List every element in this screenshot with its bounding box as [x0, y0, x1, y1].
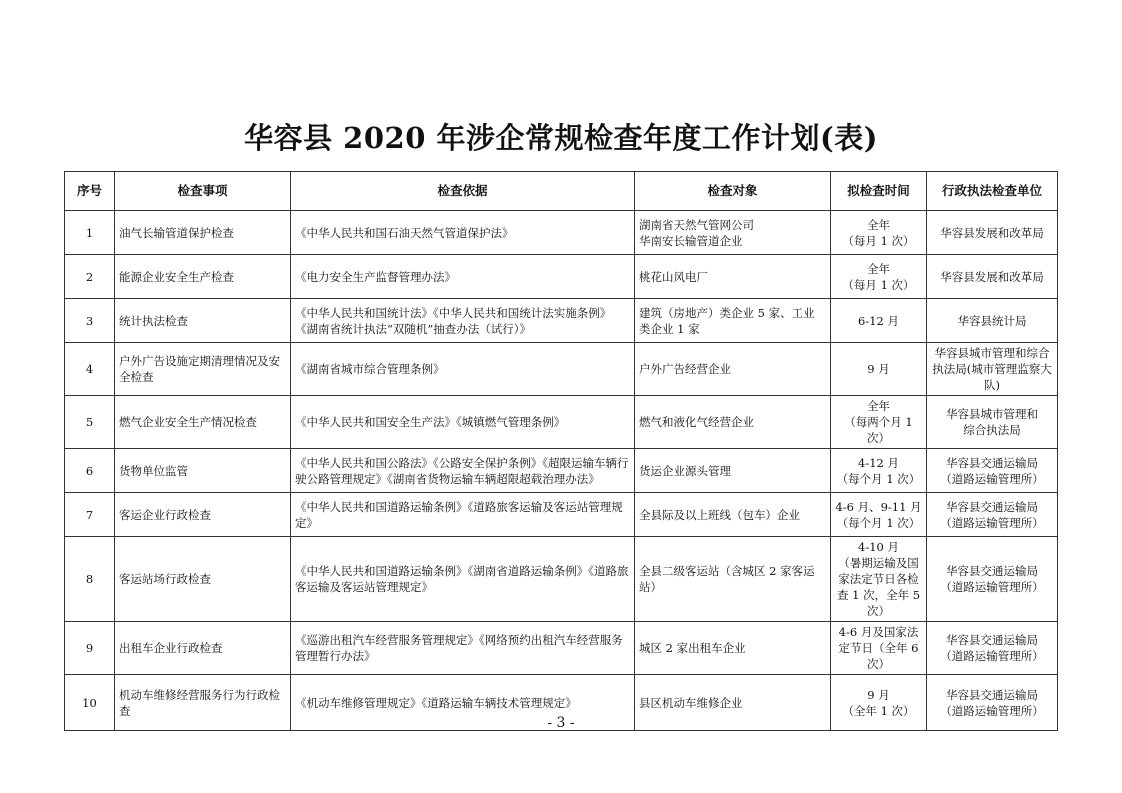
- cell-basis: [291, 299, 635, 343]
- cell-target: [635, 493, 831, 537]
- cell-basis-line: 《中华人民共和国道路运输条例》《道路旅客运输及客运站管理规定》: [295, 499, 623, 530]
- cell-basis-line: 《中华人民共和国安全生产法》《城镇燃气管理条例》: [295, 415, 566, 429]
- cell-basis-line: 《中华人民共和国道路运输条例》《湖南省道路运输条例》《道路旅客运输及客运站管理规定》: [295, 564, 629, 594]
- cell-unit: [927, 211, 1058, 255]
- cell-unit: [927, 255, 1058, 299]
- cell-target-line: 桃花山风电厂: [639, 269, 708, 284]
- cell-target-line: 燃气和液化气经营企业: [639, 415, 754, 429]
- cell-target: [635, 537, 831, 622]
- table-row: [65, 493, 1058, 537]
- cell-time: [831, 449, 927, 493]
- cell-time-line: 全年: [867, 261, 890, 276]
- cell-seq: 3: [65, 299, 115, 343]
- cell-basis-line: 《电力安全生产监督管理办法》: [295, 269, 456, 284]
- document-title: 华容县 2020 年涉企常规检查年度工作计划(表): [244, 121, 878, 155]
- cell-unit: [927, 537, 1058, 622]
- cell-basis: [291, 343, 635, 396]
- cell-item: 燃气企业安全生产情况检查: [115, 396, 291, 449]
- cell-basis: [291, 622, 635, 675]
- table-row: [65, 622, 1058, 675]
- cell-target-line: 湖南省天然气管网公司: [639, 217, 754, 232]
- inspection-plan-table: [64, 171, 1058, 731]
- cell-time-line: 4-6 月、9-11 月: [835, 499, 922, 514]
- cell-basis: [291, 396, 635, 449]
- cell-target-line: 货运企业源头管理: [639, 463, 731, 478]
- cell-unit-line: 华容县城市管理和综合执法局(城市管理监察大队): [932, 346, 1052, 392]
- cell-basis-line: 《湖南省统计执法“双随机”抽查办法（试行）》: [295, 321, 532, 336]
- cell-time: [831, 299, 927, 343]
- cell-time-line: 4-6 月及国家法定节日（全年 6 次）: [838, 625, 919, 671]
- cell-unit-line: 华容县交通运输局: [946, 564, 1038, 578]
- cell-seq: 6: [65, 449, 115, 493]
- cell-unit-line: （道路运输管理所）: [940, 703, 1044, 718]
- cell-item: 出租车企业行政检查: [115, 622, 291, 675]
- cell-seq: 2: [65, 255, 115, 299]
- table-header-row: [65, 172, 1058, 211]
- cell-target: [635, 255, 831, 299]
- header-target: 检查对象: [635, 172, 831, 211]
- table-body: [65, 211, 1058, 731]
- cell-basis-line: 《中华人民共和国公路法》《公路安全保护条例》《超限运输车辆行驶公路管理规定》《湖南省货物运输车辆超限超载治理办法》: [295, 455, 629, 486]
- cell-target: [635, 449, 831, 493]
- cell-time-line: （每两个月 1 次）: [844, 415, 913, 445]
- cell-unit: [927, 299, 1058, 343]
- cell-basis: [291, 211, 635, 255]
- cell-time-line: （全年 1 次）: [842, 703, 915, 718]
- cell-time-line: 全年: [867, 399, 890, 413]
- cell-basis-line: 《湖南省城市综合管理条例》: [295, 362, 445, 376]
- table-row: [65, 255, 1058, 299]
- cell-unit-line: 华容县统计局: [957, 313, 1027, 328]
- cell-unit-line: （道路运输管理所）: [940, 649, 1044, 663]
- cell-unit-line: （道路运输管理所）: [940, 515, 1044, 530]
- cell-basis: [291, 537, 635, 622]
- cell-target: [635, 396, 831, 449]
- table-row: [65, 449, 1058, 493]
- cell-time: [831, 622, 927, 675]
- cell-target-line: 全县际及以上班线（包车）企业: [639, 507, 800, 522]
- header-basis: 检查依据: [291, 172, 635, 211]
- cell-target: [635, 211, 831, 255]
- cell-seq: 4: [65, 343, 115, 396]
- cell-time-line: （暑期运输及国家法定节日各检查 1 次，全年 5 次）: [836, 556, 921, 618]
- table-row: [65, 299, 1058, 343]
- cell-time-line: 9 月: [867, 687, 890, 702]
- cell-unit: [927, 449, 1058, 493]
- table-row: [65, 396, 1058, 449]
- cell-unit-line: 华容县交通运输局: [946, 455, 1038, 470]
- cell-time: [831, 493, 927, 537]
- cell-time-line: 9 月: [867, 362, 890, 376]
- cell-item: 客运站场行政检查: [115, 537, 291, 622]
- cell-target-line: 华南安长输管道企业: [639, 233, 743, 248]
- cell-unit-line: 华容县发展和改革局: [940, 225, 1044, 240]
- cell-item: 客运企业行政检查: [115, 493, 291, 537]
- cell-item: 机动车维修经营服务行为行政检查: [115, 675, 291, 731]
- cell-time: [831, 537, 927, 622]
- cell-item: 户外广告设施定期清理情况及安全检查: [115, 343, 291, 396]
- cell-item: 能源企业安全生产检查: [115, 255, 291, 299]
- header-item: 检查事项: [115, 172, 291, 211]
- cell-target-line: 县区机动车维修企业: [639, 695, 743, 710]
- cell-time: [831, 343, 927, 396]
- cell-unit-line: 综合执法局: [963, 423, 1021, 437]
- cell-target-line: 全县二级客运站（含城区 2 家客运站）: [639, 564, 815, 594]
- cell-seq: 8: [65, 537, 115, 622]
- cell-seq: 1: [65, 211, 115, 255]
- cell-target: [635, 299, 831, 343]
- cell-basis-line: 《巡游出租汽车经营服务管理规定》《网络预约出租汽车经营服务管理暂行办法》: [295, 633, 623, 663]
- cell-basis-line: 《中华人民共和国石油天然气管道保护法》: [295, 225, 514, 240]
- cell-time-line: （每月 1 次）: [842, 277, 915, 292]
- cell-target: [635, 622, 831, 675]
- cell-unit-line: 华容县交通运输局: [946, 499, 1038, 514]
- cell-basis: [291, 255, 635, 299]
- cell-unit: [927, 343, 1058, 396]
- cell-basis: [291, 449, 635, 493]
- cell-time-line: （每个月 1 次）: [836, 515, 921, 530]
- cell-unit: [927, 622, 1058, 675]
- cell-target-line: 城区 2 家出租车企业: [639, 641, 746, 655]
- cell-unit-line: （道路运输管理所）: [940, 580, 1044, 594]
- cell-basis-line: 《中华人民共和国统计法》《中华人民共和国统计法实施条例》: [295, 305, 612, 320]
- table-row: [65, 537, 1058, 622]
- cell-time-line: （每月 1 次）: [842, 233, 915, 248]
- cell-seq: 9: [65, 622, 115, 675]
- cell-time-line: 4-12 月: [858, 455, 899, 470]
- cell-time-line: 4-10 月: [858, 540, 899, 554]
- cell-target-line: 户外广告经营企业: [639, 362, 731, 376]
- cell-time-line: 全年: [867, 217, 890, 232]
- cell-seq: 7: [65, 493, 115, 537]
- table-row: [65, 343, 1058, 396]
- cell-target: [635, 343, 831, 396]
- cell-time: [831, 255, 927, 299]
- cell-unit: [927, 493, 1058, 537]
- cell-time-line: （每个月 1 次）: [836, 471, 921, 486]
- cell-time: [831, 396, 927, 449]
- cell-unit-line: 华容县交通运输局: [946, 687, 1038, 702]
- cell-basis: [291, 493, 635, 537]
- cell-time-line: 6-12 月: [858, 313, 899, 328]
- cell-unit-line: （道路运输管理所）: [940, 471, 1044, 486]
- cell-seq: 10: [65, 675, 115, 731]
- cell-target-line: 建筑（房地产）类企业 5 家、工业类企业 1 家: [639, 305, 815, 336]
- cell-basis-line: 《机动车维修管理规定》《道路运输车辆技术管理规定》: [295, 695, 577, 710]
- cell-unit-line: 华容县交通运输局: [946, 633, 1038, 647]
- table-row: [65, 211, 1058, 255]
- cell-time: [831, 211, 927, 255]
- header-seq: 序号: [65, 172, 115, 211]
- cell-unit-line: 华容县发展和改革局: [940, 269, 1044, 284]
- cell-item: 油气长输管道保护检查: [115, 211, 291, 255]
- cell-unit: [927, 396, 1058, 449]
- header-time: 拟检查时间: [831, 172, 927, 211]
- page-number: - 3 -: [547, 715, 575, 731]
- cell-unit-line: 华容县城市管理和: [946, 407, 1038, 421]
- cell-item: 货物单位监管: [115, 449, 291, 493]
- header-unit: 行政执法检查单位: [927, 172, 1058, 211]
- cell-item: 统计执法检查: [115, 299, 291, 343]
- cell-seq: 5: [65, 396, 115, 449]
